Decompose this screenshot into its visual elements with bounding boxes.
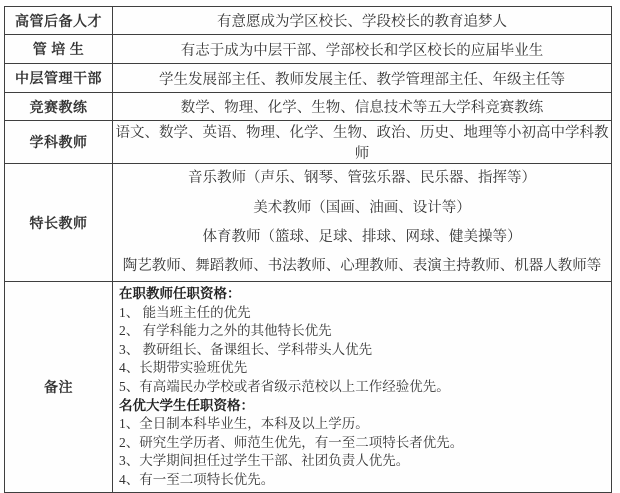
- remarks-item: 4、有一至二项特长优先。: [119, 471, 275, 487]
- row-label: 特长教师: [5, 164, 113, 282]
- recruitment-table: [4, 6, 612, 493]
- remarks-item: 2、研究生学历者、师范生优先，有一至二项特长者优先。: [119, 434, 464, 450]
- table-row: [5, 164, 612, 282]
- remarks-item: 3、 教研组长、备课组长、学科带头人优先: [119, 341, 373, 357]
- table-row: [5, 7, 612, 35]
- recruitment-table-container: [4, 6, 612, 493]
- remarks-item: 1、全日制本科毕业生，本科及以上学历。: [119, 416, 369, 432]
- row-label: 高管后备人才: [5, 7, 113, 35]
- row-label: 管 培 生: [5, 35, 113, 64]
- specialty-teacher-lines: [113, 164, 611, 281]
- row-content: 数学、物理、化学、生物、信息技术等五大学科竞赛教练: [113, 93, 612, 121]
- table-row: [5, 64, 612, 93]
- table-row: [5, 93, 612, 121]
- table-row: [5, 35, 612, 64]
- specialty-line: 音乐教师（声乐、钢琴、管弦乐器、民乐器、指挥等）: [188, 170, 536, 187]
- remarks-item: 2、 有学科能力之外的其他特长优先: [119, 323, 332, 339]
- remarks-heading: 在职教师任职资格：: [119, 286, 241, 301]
- row-content: 学生发展部主任、教师发展主任、教学管理部主任、年级主任等: [113, 64, 612, 93]
- remarks-item: 4、长期带实验班优先: [119, 360, 248, 376]
- remarks-body: [113, 282, 611, 492]
- row-content: 有志于成为中层干部、学部校长和学区校长的应届毕业生: [113, 35, 612, 64]
- specialty-line: 体育教师（篮球、足球、排球、网球、健美操等）: [202, 228, 522, 245]
- remarks-item: 1、 能当班主任的优先: [119, 304, 251, 320]
- table-row: [5, 282, 612, 493]
- row-content: 语文、数学、英语、物理、化学、生物、政治、历史、地理等小初高中学科教师: [113, 121, 612, 164]
- specialty-line: 美术教师（国画、油画、设计等）: [253, 199, 471, 216]
- row-content: [113, 282, 612, 493]
- table-row: [5, 121, 612, 164]
- row-label: 中层管理干部: [5, 64, 113, 93]
- remarks-item: 3、大学期间担任过学生干部、社团负责人优先。: [119, 453, 410, 469]
- remarks-heading: 名优大学生任职资格：: [119, 397, 254, 413]
- row-content: [113, 164, 612, 282]
- row-label: 学科教师: [5, 121, 113, 164]
- row-content: 有意愿成为学区校长、学段校长的教育追梦人: [113, 7, 612, 35]
- row-label: 备注: [5, 282, 113, 493]
- row-label: 竞赛教练: [5, 93, 113, 121]
- remarks-item: 5、有高端民办学校或者省级示范校以上工作经验优先。: [119, 378, 450, 394]
- specialty-line: 陶艺教师、舞蹈教师、书法教师、心理教师、表演主持教师、机器人教师等: [122, 258, 602, 275]
